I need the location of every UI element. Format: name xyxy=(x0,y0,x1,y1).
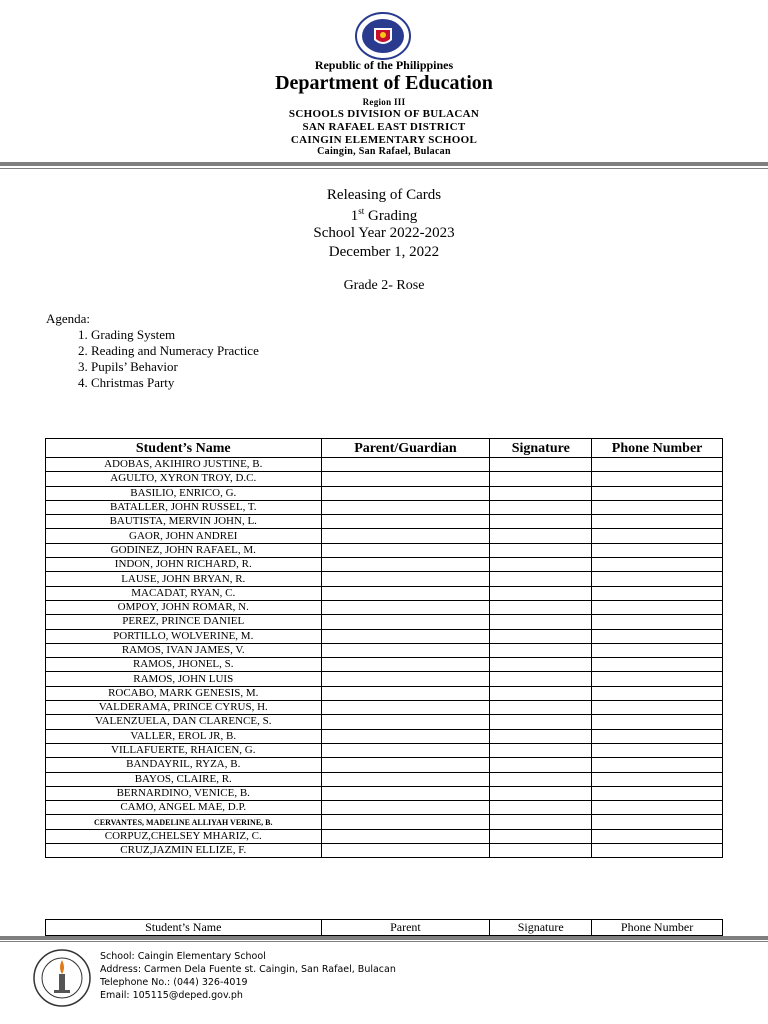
student-table-continued-header xyxy=(45,919,723,936)
table-row xyxy=(46,672,723,686)
signature-cell[interactable] xyxy=(490,486,592,500)
table-row xyxy=(46,643,723,657)
signature-cell[interactable] xyxy=(490,458,592,472)
student-name-cell: MACADAT, RYAN, C. xyxy=(46,586,322,600)
phone-number-cell[interactable] xyxy=(592,672,723,686)
agenda-list xyxy=(46,327,259,391)
parent-guardian-cell[interactable] xyxy=(321,543,490,557)
parent-guardian-cell[interactable] xyxy=(321,643,490,657)
table-row xyxy=(46,658,723,672)
student-name-cell: PEREZ, PRINCE DANIEL xyxy=(46,615,322,629)
parent-guardian-cell[interactable] xyxy=(321,458,490,472)
parent-guardian-cell[interactable] xyxy=(321,629,490,643)
phone-number-cell[interactable] xyxy=(592,629,723,643)
table-row xyxy=(46,815,723,829)
col-header-student-name: Student’s Name xyxy=(46,920,322,936)
signature-cell[interactable] xyxy=(490,729,592,743)
table-header-row xyxy=(46,439,723,458)
phone-number-cell[interactable] xyxy=(592,772,723,786)
parent-guardian-cell[interactable] xyxy=(321,743,490,757)
phone-number-cell[interactable] xyxy=(592,758,723,772)
parent-guardian-cell[interactable] xyxy=(321,600,490,614)
signature-cell[interactable] xyxy=(490,815,592,829)
phone-number-cell[interactable] xyxy=(592,658,723,672)
table-row xyxy=(46,458,723,472)
student-name-cell: LAUSE, JOHN BRYAN, R. xyxy=(46,572,322,586)
table-row xyxy=(46,844,723,858)
student-name-cell: RAMOS, IVAN JAMES, V. xyxy=(46,643,322,657)
parent-guardian-cell[interactable] xyxy=(321,486,490,500)
col-header-signature: Signature xyxy=(490,920,592,936)
agenda-item: 1. Grading System xyxy=(91,327,259,343)
table-row xyxy=(46,715,723,729)
student-name-cell: OMPOY, JOHN ROMAR, N. xyxy=(46,600,322,614)
col-header-phone-number: Phone Number xyxy=(592,439,723,458)
parent-guardian-cell[interactable] xyxy=(321,686,490,700)
footer-divider-thin xyxy=(0,941,768,942)
grading-title: 1st Grading xyxy=(350,206,418,224)
student-name-cell: GODINEZ, JOHN RAFAEL, M. xyxy=(46,543,322,557)
table-row xyxy=(46,629,723,643)
footer-school: School: Caingin Elementary School xyxy=(100,951,266,962)
footer-divider xyxy=(0,936,768,940)
student-name-cell: INDON, JOHN RICHARD, R. xyxy=(46,558,322,572)
student-name-cell: BASILIO, ENRICO, G. xyxy=(46,486,322,500)
parent-guardian-cell[interactable] xyxy=(321,786,490,800)
phone-number-cell[interactable] xyxy=(592,543,723,557)
table-row xyxy=(46,472,723,486)
student-name-cell: BAYOS, CLAIRE, R. xyxy=(46,772,322,786)
signature-cell[interactable] xyxy=(490,572,592,586)
signature-cell[interactable] xyxy=(490,701,592,715)
signature-cell[interactable] xyxy=(490,643,592,657)
footer-contact xyxy=(100,950,396,1002)
signature-cell[interactable] xyxy=(490,772,592,786)
phone-number-cell[interactable] xyxy=(592,844,723,858)
student-name-cell: BANDAYRIL, RYZA, B. xyxy=(46,758,322,772)
signature-cell[interactable] xyxy=(490,629,592,643)
department-heading: Department of Education xyxy=(275,72,493,94)
signature-cell[interactable] xyxy=(490,686,592,700)
parent-guardian-cell[interactable] xyxy=(321,772,490,786)
agenda-item: 4. Christmas Party xyxy=(91,375,259,391)
signature-cell[interactable] xyxy=(490,500,592,514)
student-name-cell: VALENZUELA, DAN CLARENCE, S. xyxy=(46,715,322,729)
signature-cell[interactable] xyxy=(490,615,592,629)
student-name-cell: AGULTO, XYRON TROY, D.C. xyxy=(46,472,322,486)
parent-guardian-cell[interactable] xyxy=(321,615,490,629)
table-row xyxy=(46,701,723,715)
school-year: School Year 2022-2023 xyxy=(313,225,455,241)
table-row xyxy=(46,615,723,629)
agenda-item: 2. Reading and Numeracy Practice xyxy=(91,343,259,359)
parent-guardian-cell[interactable] xyxy=(321,829,490,843)
parent-guardian-cell[interactable] xyxy=(321,715,490,729)
phone-number-cell[interactable] xyxy=(592,815,723,829)
region-text: Region III xyxy=(362,97,406,107)
phone-number-cell[interactable] xyxy=(592,729,723,743)
footer-email: Email: 105115@deped.gov.ph xyxy=(100,990,243,1001)
parent-guardian-cell[interactable] xyxy=(321,701,490,715)
parent-guardian-cell[interactable] xyxy=(321,500,490,514)
signature-cell[interactable] xyxy=(490,472,592,486)
agenda-label: Agenda: xyxy=(46,311,91,326)
signature-cell[interactable] xyxy=(490,543,592,557)
signature-cell[interactable] xyxy=(490,758,592,772)
phone-number-cell[interactable] xyxy=(592,500,723,514)
phone-number-cell[interactable] xyxy=(592,643,723,657)
student-name-cell: CORPUZ,CHELSEY MHARIZ, C. xyxy=(46,829,322,843)
header-divider-thin xyxy=(0,168,768,169)
student-name-cell: VILLAFUERTE, RHAICEN, G. xyxy=(46,743,322,757)
deped-seal-icon xyxy=(354,12,412,60)
table-row xyxy=(46,515,723,529)
signature-cell[interactable] xyxy=(490,672,592,686)
phone-number-cell[interactable] xyxy=(592,472,723,486)
student-name-cell: RAMOS, JOHN LUIS xyxy=(46,672,322,686)
col-header-student-name: Student’s Name xyxy=(46,439,322,458)
student-name-cell: VALLER, EROL JR, B. xyxy=(46,729,322,743)
school-logo-icon xyxy=(32,948,92,1008)
parent-guardian-cell[interactable] xyxy=(321,529,490,543)
student-name-cell: BERNARDINO, VENICE, B. xyxy=(46,786,322,800)
grade-section: Grade 2- Rose xyxy=(343,278,425,293)
phone-number-cell[interactable] xyxy=(592,801,723,815)
student-name-cell: BATALLER, JOHN RUSSEL, T. xyxy=(46,500,322,514)
parent-guardian-cell[interactable] xyxy=(321,515,490,529)
signature-cell[interactable] xyxy=(490,844,592,858)
table-row xyxy=(46,686,723,700)
phone-number-cell[interactable] xyxy=(592,529,723,543)
table-row xyxy=(46,600,723,614)
district-text: SAN RAFAEL EAST DISTRICT xyxy=(302,121,466,133)
student-name-cell: CAMO, ANGEL MAE, D.P. xyxy=(46,801,322,815)
parent-guardian-cell[interactable] xyxy=(321,558,490,572)
doc-title: Releasing of Cards xyxy=(326,187,442,203)
parent-guardian-cell[interactable] xyxy=(321,801,490,815)
phone-number-cell[interactable] xyxy=(592,715,723,729)
phone-number-cell[interactable] xyxy=(592,586,723,600)
phone-number-cell[interactable] xyxy=(592,600,723,614)
signature-cell[interactable] xyxy=(490,600,592,614)
table-row xyxy=(46,829,723,843)
col-header-parent-guardian: Parent/Guardian xyxy=(321,439,490,458)
phone-number-cell[interactable] xyxy=(592,615,723,629)
table-row xyxy=(46,529,723,543)
signature-cell[interactable] xyxy=(490,558,592,572)
phone-number-cell[interactable] xyxy=(592,743,723,757)
student-name-cell: ADOBAS, AKIHIRO JUSTINE, B. xyxy=(46,458,322,472)
parent-guardian-cell[interactable] xyxy=(321,729,490,743)
student-name-cell: BAUTISTA, MERVIN JOHN, L. xyxy=(46,515,322,529)
signature-cell[interactable] xyxy=(490,529,592,543)
signature-cell[interactable] xyxy=(490,801,592,815)
signature-cell[interactable] xyxy=(490,586,592,600)
student-name-cell: GAOR, JOHN ANDREI xyxy=(46,529,322,543)
signature-cell[interactable] xyxy=(490,658,592,672)
table-row xyxy=(46,772,723,786)
student-table xyxy=(45,438,723,858)
student-name-cell: CERVANTES, MADELINE ALLIYAH VERINE, B. xyxy=(46,815,322,829)
parent-guardian-cell[interactable] xyxy=(321,472,490,486)
student-name-cell: PORTILLO, WOLVERINE, M. xyxy=(46,629,322,643)
table-row xyxy=(46,500,723,514)
phone-number-cell[interactable] xyxy=(592,786,723,800)
student-name-cell: VALDERAMA, PRINCE CYRUS, H. xyxy=(46,701,322,715)
division-text: SCHOOLS DIVISION OF BULACAN xyxy=(288,108,480,120)
student-name-cell: RAMOS, JHONEL, S. xyxy=(46,658,322,672)
student-name-cell: ROCABO, MARK GENESIS, M. xyxy=(46,686,322,700)
col-header-phone-number: Phone Number xyxy=(592,920,723,936)
signature-cell[interactable] xyxy=(490,829,592,843)
phone-number-cell[interactable] xyxy=(592,458,723,472)
phone-number-cell[interactable] xyxy=(592,701,723,715)
table-row xyxy=(46,586,723,600)
phone-number-cell[interactable] xyxy=(592,486,723,500)
parent-guardian-cell[interactable] xyxy=(321,572,490,586)
parent-guardian-cell[interactable] xyxy=(321,758,490,772)
table-row xyxy=(46,558,723,572)
agenda xyxy=(46,311,259,391)
table-row xyxy=(46,801,723,815)
header-divider xyxy=(0,162,768,166)
parent-guardian-cell[interactable] xyxy=(321,815,490,829)
signature-cell[interactable] xyxy=(490,743,592,757)
phone-number-cell[interactable] xyxy=(592,572,723,586)
signature-cell[interactable] xyxy=(490,515,592,529)
table-row xyxy=(46,543,723,557)
footer-telephone: Telephone No.: (044) 326-4019 xyxy=(100,977,248,988)
signature-cell[interactable] xyxy=(490,786,592,800)
signature-cell[interactable] xyxy=(490,715,592,729)
parent-guardian-cell[interactable] xyxy=(321,586,490,600)
meeting-date: December 1, 2022 xyxy=(328,244,440,260)
phone-number-cell[interactable] xyxy=(592,558,723,572)
table-row xyxy=(46,758,723,772)
parent-guardian-cell[interactable] xyxy=(321,672,490,686)
school-address-text: Caingin, San Rafael, Bulacan xyxy=(317,146,451,157)
col-header-parent: Parent xyxy=(321,920,490,936)
table-header-row xyxy=(46,920,723,936)
parent-guardian-cell[interactable] xyxy=(321,844,490,858)
table-row xyxy=(46,743,723,757)
student-name-cell: CRUZ,JAZMIN ELLIZE, F. xyxy=(46,844,322,858)
school-text: CAINGIN ELEMENTARY SCHOOL xyxy=(290,134,478,146)
table-row xyxy=(46,786,723,800)
parent-guardian-cell[interactable] xyxy=(321,658,490,672)
phone-number-cell[interactable] xyxy=(592,829,723,843)
republic-heading: Republic of the Philippines xyxy=(314,58,454,72)
col-header-signature: Signature xyxy=(490,439,592,458)
table-row xyxy=(46,486,723,500)
table-row xyxy=(46,729,723,743)
phone-number-cell[interactable] xyxy=(592,515,723,529)
table-row xyxy=(46,572,723,586)
agenda-item: 3. Pupils’ Behavior xyxy=(91,359,259,375)
phone-number-cell[interactable] xyxy=(592,686,723,700)
footer-address: Address: Carmen Dela Fuente st. Caingin, San Rafael, Bulacan xyxy=(100,964,396,975)
